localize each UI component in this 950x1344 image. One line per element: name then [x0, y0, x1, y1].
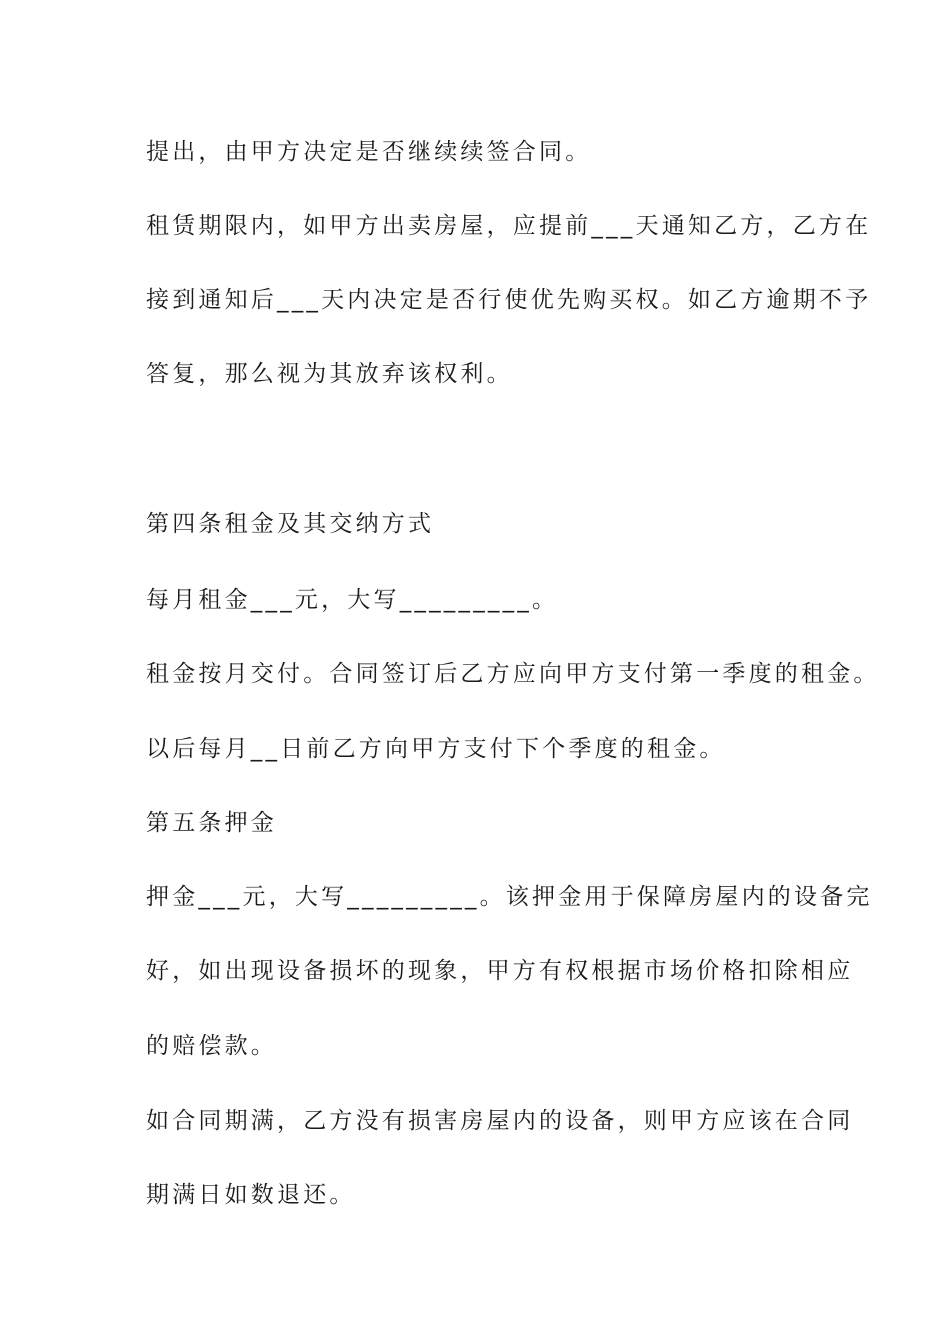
- text-line-2: 租赁期限内，如甲方出卖房屋，应提前___天通知乙方，乙方在: [146, 213, 872, 239]
- text-line-4: 答复，那么视为其放弃该权利。: [146, 361, 513, 387]
- text-line-14: 期满日如数退还。: [146, 1182, 356, 1208]
- section-heading-article-4: 第四条租金及其交纳方式: [146, 511, 435, 537]
- text-line-13: 如合同期满，乙方没有损害房屋内的设备，则甲方应该在合同: [146, 1108, 854, 1134]
- text-line-10: 押金___元，大写_________。该押金用于保障房屋内的设备完: [146, 884, 873, 910]
- text-line-7: 租金按月交付。合同签订后乙方应向甲方支付第一季度的租金。: [146, 661, 880, 687]
- section-heading-article-5: 第五条押金: [146, 810, 277, 836]
- text-line-12: 的赔偿款。: [146, 1033, 277, 1059]
- text-line-6: 每月租金___元，大写_________。: [146, 587, 559, 613]
- text-line-1: 提出，由甲方决定是否继续续签合同。: [146, 139, 592, 165]
- text-line-8: 以后每月__日前乙方向甲方支付下个季度的租金。: [146, 736, 726, 762]
- text-line-11: 好，如出现设备损坏的现象，甲方有权根据市场价格扣除相应: [146, 958, 854, 984]
- text-line-3: 接到通知后___天内决定是否行使优先购买权。如乙方逾期不予: [146, 287, 872, 313]
